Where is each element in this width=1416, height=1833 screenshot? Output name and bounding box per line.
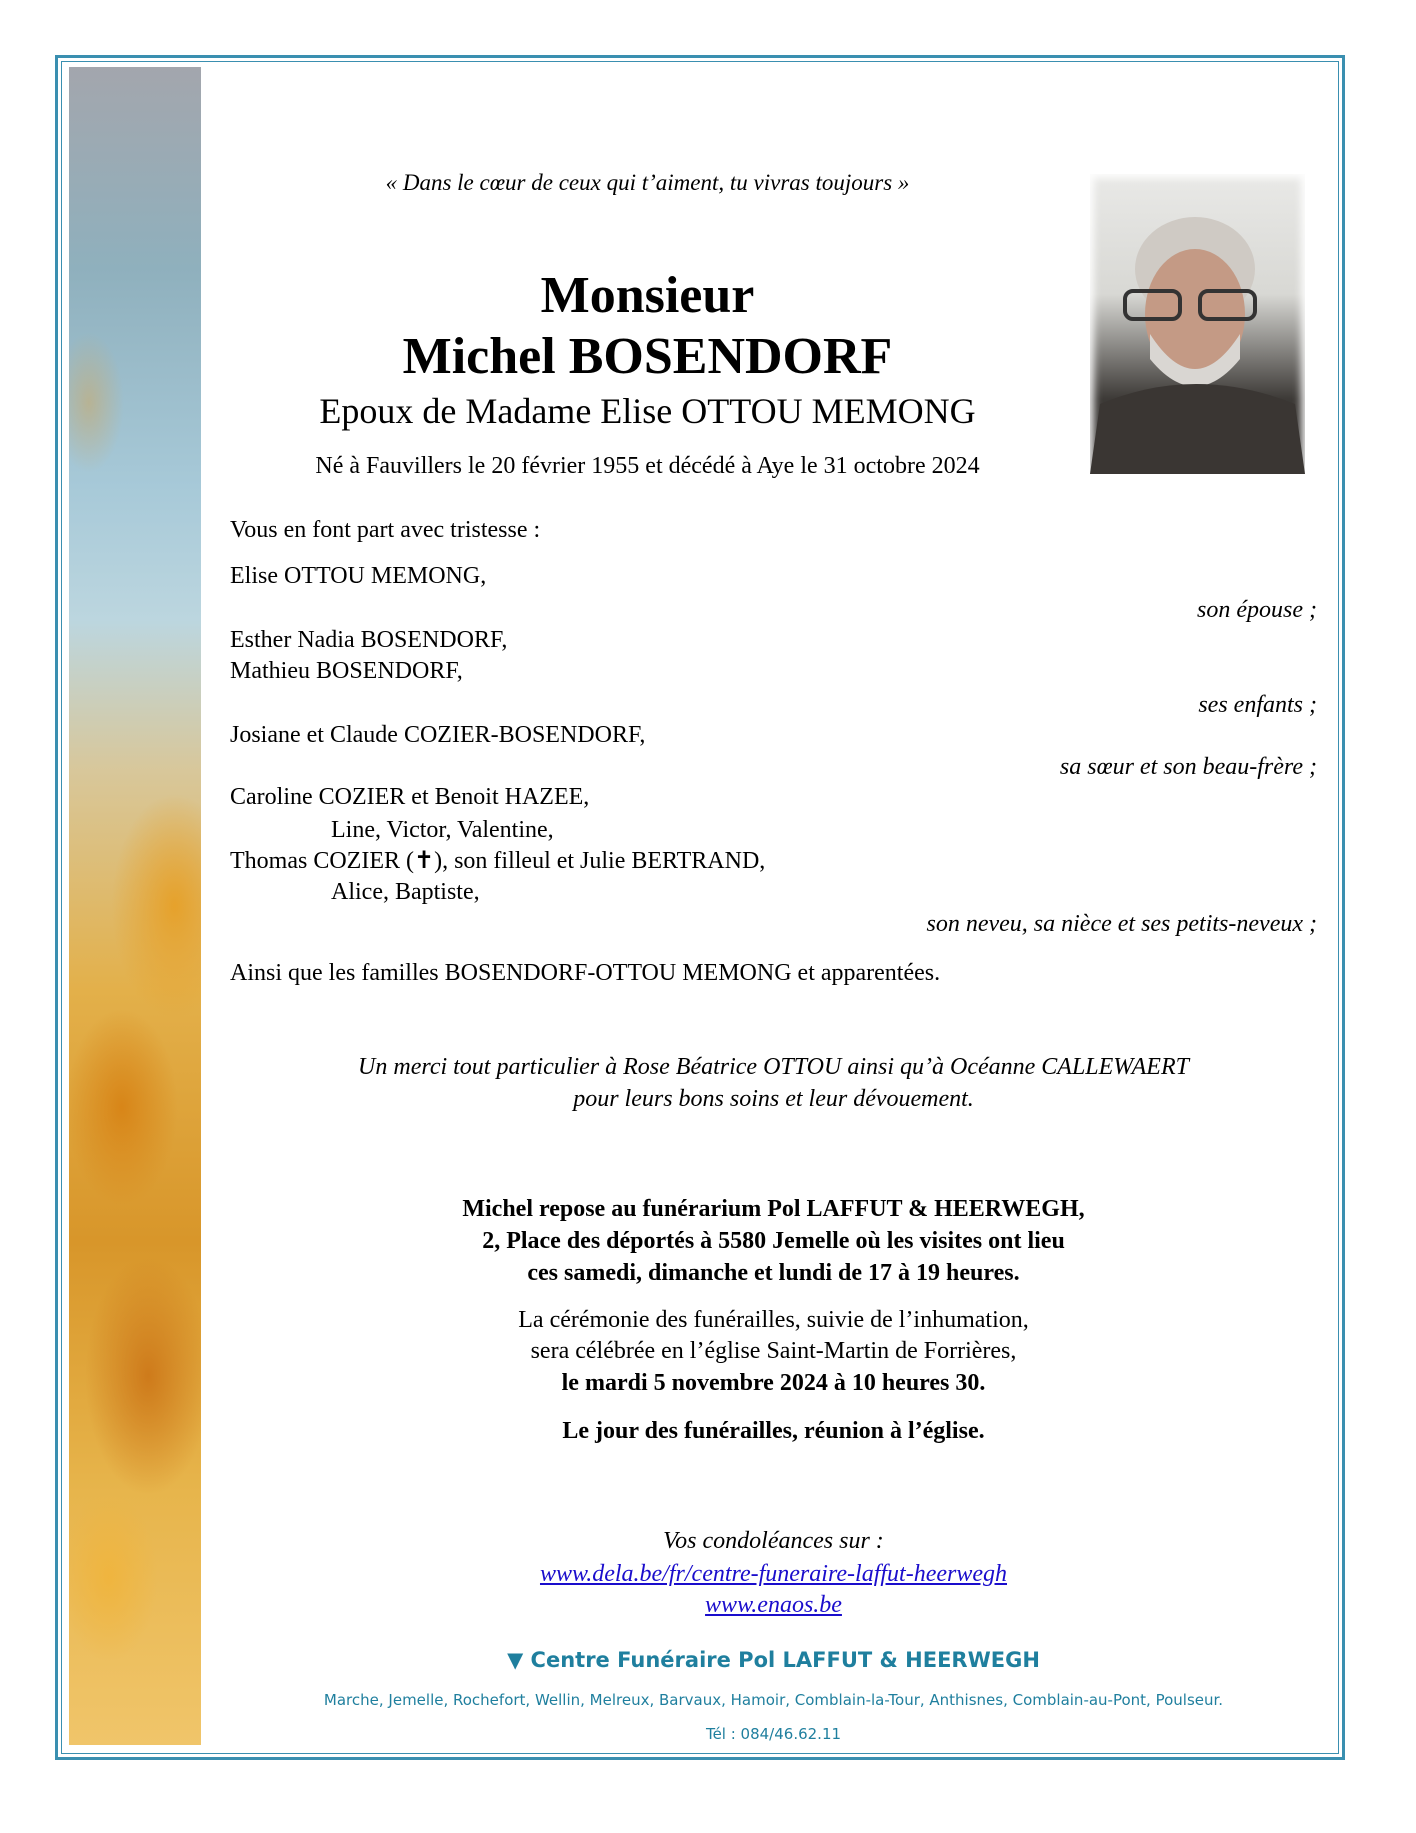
phone: Tél : 084/46.62.11 xyxy=(705,1725,842,1743)
ceremony-info: La cérémonie des funérailles, suivie de l’inhumation, xyxy=(518,1307,1029,1333)
relation: ses enfants ; xyxy=(1198,692,1317,718)
condolences-label: Vos condoléances sur : xyxy=(663,1528,884,1554)
spouse-line: Epoux de Madame Elise OTTOU MEMONG xyxy=(319,391,976,431)
family-line: Alice, Baptiste, xyxy=(331,879,480,905)
relation: sa sœur et son beau-frère ; xyxy=(1059,754,1317,780)
family-line: Josiane et Claude COZIER-BOSENDORF, xyxy=(230,722,646,748)
family-line: Ainsi que les familles BOSENDORF-OTTOU MEMONG et apparentées. xyxy=(230,960,941,986)
quote: « Dans le cœur de ceux qui t’aiment, tu vivras toujours » xyxy=(385,170,910,195)
visit-info: ces samedi, dimanche et lundi de 17 à 19 heures. xyxy=(527,1260,1020,1286)
thanks: Un merci tout particulier à Rose Béatrice OTTOU ainsi qu’à Océanne CALLEWAERT xyxy=(358,1054,1189,1080)
family-line: Elise OTTOU MEMONG, xyxy=(230,563,487,589)
visit-info: 2, Place des déportés à 5580 Jemelle où les visites ont lieu xyxy=(482,1228,1065,1254)
triangle-down-icon: ▼ xyxy=(507,1648,524,1672)
locations: Marche, Jemelle, Rochefort, Wellin, Melreux, Barvaux, Hamoir, Comblain-la-Tour, Anthisnes, Comblain-au-Pont, Poulseur. xyxy=(323,1691,1224,1709)
family-line: Caroline COZIER et Benoit HAZEE, xyxy=(230,784,590,810)
family-line: Thomas COZIER (✝), son filleul et Julie BERTRAND, xyxy=(230,848,766,874)
relation: son neveu, sa nièce et ses petits-neveux ; xyxy=(926,911,1317,937)
enaos-link[interactable]: www.enaos.be xyxy=(705,1592,842,1618)
company-name: Centre Funéraire Pol LAFFUT & HEERWEGH xyxy=(530,1648,1040,1672)
dela-link[interactable]: www.dela.be/fr/centre-funeraire-laffut-heerwegh xyxy=(539,1561,1007,1587)
family-line: Esther Nadia BOSENDORF, xyxy=(230,627,508,653)
autumn-leaves-image xyxy=(69,67,201,1745)
family-line: Line, Victor, Valentine, xyxy=(331,817,554,843)
deceased-name: Michel BOSENDORF xyxy=(402,328,893,385)
family-line: Mathieu BOSENDORF, xyxy=(230,658,463,684)
meeting-info: Le jour des funérailles, réunion à l’église. xyxy=(562,1418,985,1444)
title: Monsieur xyxy=(540,267,755,324)
portrait-photo xyxy=(1090,174,1305,474)
relation: son épouse ; xyxy=(1197,597,1317,623)
ceremony-info: sera célébrée en l’église Saint-Martin de Forrières, xyxy=(530,1338,1017,1364)
thanks: pour leurs bons soins et leur dévouement. xyxy=(573,1086,974,1112)
ceremony-date: le mardi 5 novembre 2024 à 10 heures 30. xyxy=(561,1370,986,1396)
visit-info: Michel repose au funérarium Pol LAFFUT & HEERWEGH, xyxy=(462,1196,1085,1222)
company-name-row xyxy=(230,1645,1317,1675)
intro: Vous en font part avec tristesse : xyxy=(230,517,541,543)
birth-death: Né à Fauvillers le 20 février 1955 et décédé à Aye le 31 octobre 2024 xyxy=(315,453,980,479)
